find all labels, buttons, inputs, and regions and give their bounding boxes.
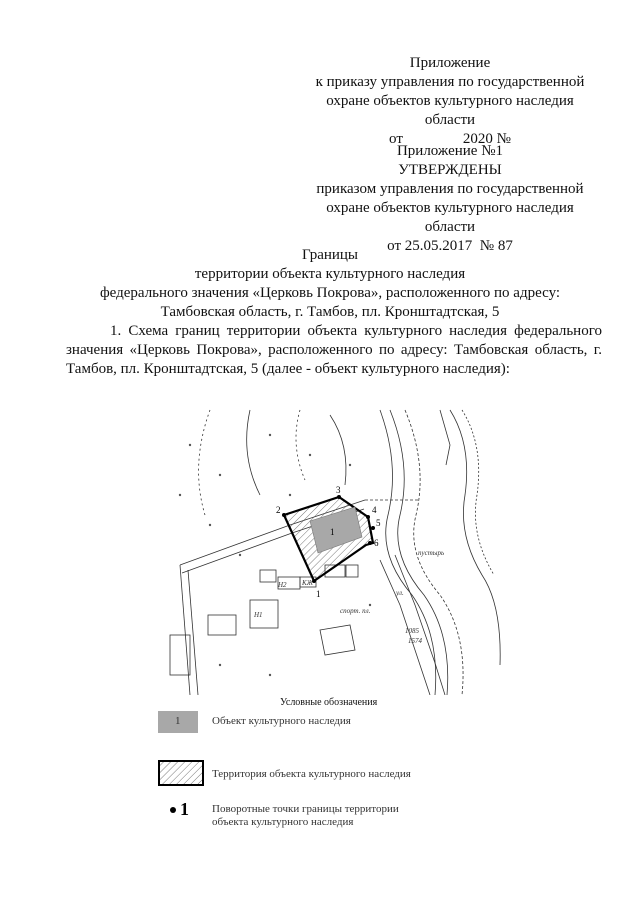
- appendix1-line3: приказом управления по государственной: [316, 181, 584, 197]
- legend-points-text: [212, 803, 399, 829]
- map-label-street: ул.: [396, 589, 404, 597]
- legend-object-text: Объект культурного наследия: [212, 715, 351, 727]
- appendix-line2: к приказу управления по государственной: [315, 74, 585, 90]
- title-line3: федерального значения «Церковь Покрова», расположенного по адресу:: [99, 285, 561, 301]
- appendix1-line1: Приложение №1: [396, 143, 504, 159]
- point-2-label: 2: [276, 505, 281, 515]
- title-line2: территории объекта культурного наследия: [194, 266, 466, 282]
- legend-points-text1: Поворотные точки границы территории: [212, 803, 399, 815]
- title-line4: Тамбовская область, г. Тамбов, пл. Кронштадтская, 5: [160, 304, 500, 320]
- map-label-sport: спорт. пл.: [340, 607, 371, 615]
- scheme-paragraph: [66, 322, 602, 379]
- point-dot-icon: [170, 807, 176, 813]
- map-label-n1: Н1: [254, 611, 263, 619]
- map-object-label: 1: [330, 527, 335, 537]
- map-label-wasteland: пустырь: [418, 549, 445, 557]
- legend-title: Условные обозначения: [280, 697, 378, 708]
- boundary-map: [150, 405, 502, 695]
- map-label-kzh: КЖ: [302, 579, 314, 587]
- appendix1-line5: от 25.05.2017 № 87: [387, 238, 513, 254]
- legend-points-text2: объекта культурного наследия: [212, 816, 354, 828]
- paragraph-text: 1. Схема границ территории объекта культурного наследия федерального значения «Церковь Покрова», расположенного по адресу: Тамбовская область, г. Тамбов, пл. Кронштадтская, 5 (далее - объект культурного наследия):: [66, 323, 602, 377]
- map-label-1574: 1574: [408, 637, 422, 645]
- point-5-label: 5: [376, 518, 381, 528]
- map-label-1085: 1085: [405, 627, 419, 635]
- legend-point-num: 1: [180, 799, 189, 819]
- map-label-n2: Н2: [278, 581, 287, 589]
- document-title: [60, 246, 600, 322]
- appendix-line3: охране объектов культурного наследия области: [326, 93, 574, 128]
- legend-object-swatch: [158, 711, 198, 733]
- approved-label: УТВЕРЖДЕНЫ: [398, 162, 502, 178]
- legend-territory-swatch: [158, 760, 204, 786]
- legend-object-num: 1: [175, 715, 181, 727]
- appendix-header: [300, 54, 600, 149]
- appendix1-line4: охране объектов культурного наследия области: [326, 200, 574, 235]
- appendix-line1: Приложение: [409, 55, 491, 71]
- appendix1-header: [300, 142, 600, 256]
- legend-territory-text: Территория объекта культурного наследия: [212, 768, 411, 780]
- point-3-label: 3: [336, 485, 341, 495]
- point-1-label: 1: [316, 589, 321, 599]
- point-4-label: 4: [372, 505, 377, 515]
- point-6-label: 6: [374, 538, 379, 548]
- appendix-line4: от 2020 №: [389, 131, 511, 147]
- title-line1: Границы: [301, 247, 359, 263]
